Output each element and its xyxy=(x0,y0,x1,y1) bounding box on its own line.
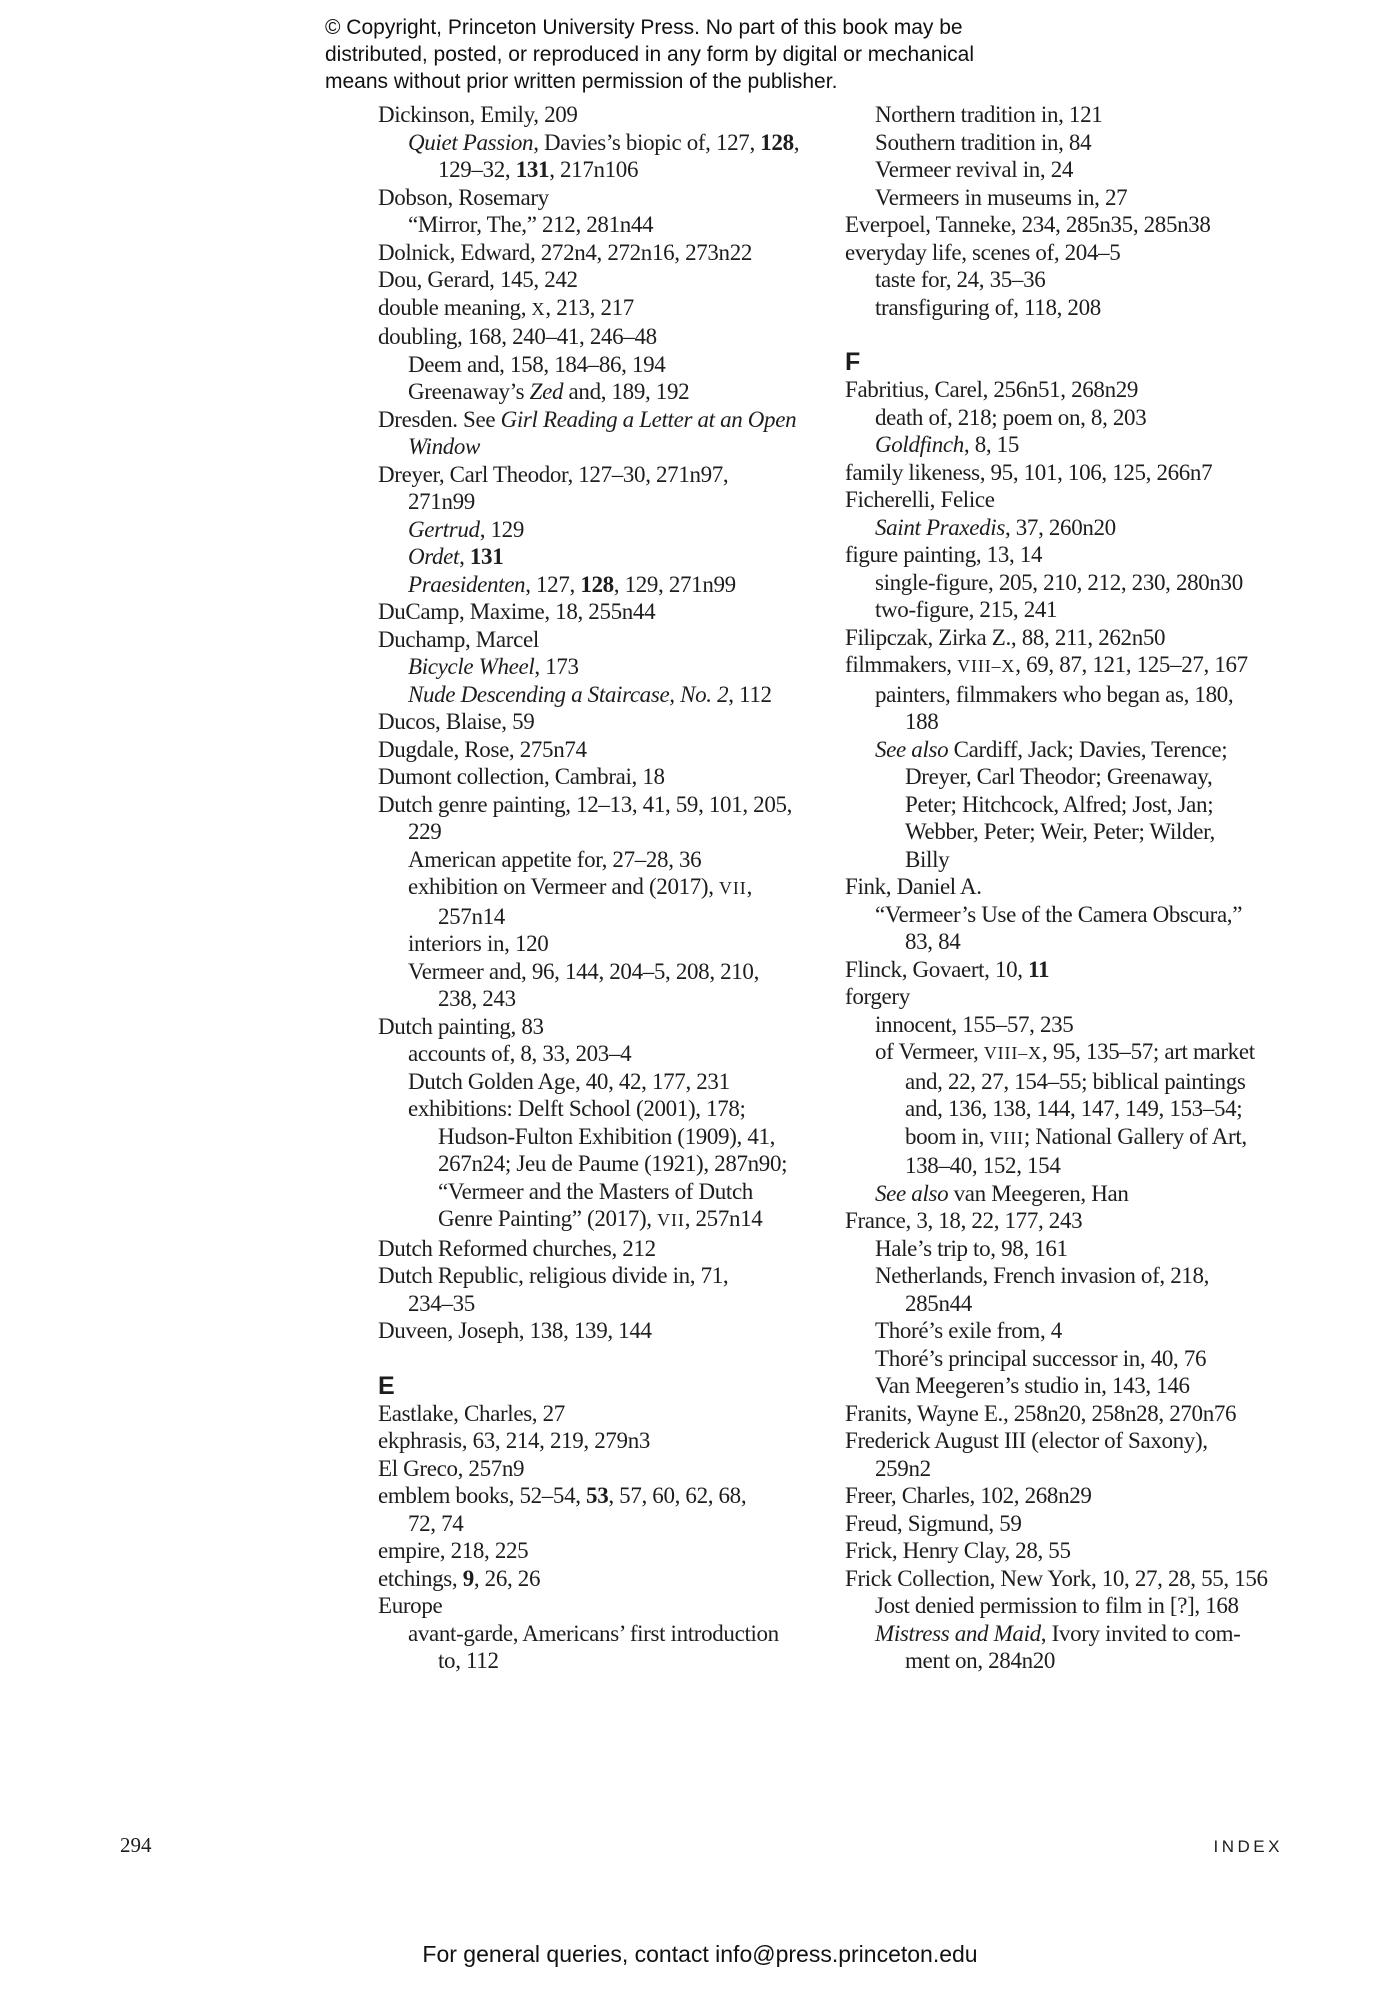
index-line xyxy=(378,1013,798,1041)
text-segment: , 69, 87, 121, 125–27, 167 xyxy=(1015,652,1248,677)
index-line xyxy=(845,431,1265,459)
text-segment: everyday life, scenes of, 204–5 xyxy=(845,239,1121,265)
index-line xyxy=(845,901,1265,929)
text-segment: , Davies’s biopic of, 127, xyxy=(533,129,761,155)
text-segment: Fink, Daniel A. xyxy=(845,874,982,899)
text-segment: 229 xyxy=(408,819,442,844)
index-line xyxy=(845,1400,1265,1428)
index-line xyxy=(378,1178,798,1206)
index-line xyxy=(378,1040,798,1068)
index-line xyxy=(845,156,1265,184)
index-line xyxy=(845,708,1265,736)
index-line xyxy=(845,266,1265,294)
index-line xyxy=(378,406,798,434)
text-segment: , xyxy=(746,874,753,899)
text-segment: , 257n14 xyxy=(684,1206,763,1231)
text-segment: France, 3, 18, 22, 177, 243 xyxy=(845,1208,1083,1233)
index-columns xyxy=(378,101,1268,1675)
text-segment: Dou, Gerard, 145, 242 xyxy=(378,267,578,292)
index-line xyxy=(845,818,1265,846)
text-segment: , Ivory invited to com- xyxy=(1040,1620,1241,1646)
text-segment: Cardiff, Jack; Davies, Terence; xyxy=(948,736,1228,762)
index-line xyxy=(845,541,1265,569)
text-segment: See also xyxy=(875,736,949,762)
index-line xyxy=(378,488,798,516)
index-line xyxy=(378,1123,798,1151)
index-line xyxy=(845,846,1265,874)
text-segment: Netherlands, French invasion of, 218, xyxy=(875,1263,1210,1288)
index-line xyxy=(845,763,1265,791)
text-segment: Nude Descending a Staircase, No. 2 xyxy=(408,681,729,707)
text-segment: Dreyer, Carl Theodor, 127–30, 271n97, xyxy=(378,461,729,487)
text-segment: Duchamp, Marcel xyxy=(378,626,539,652)
text-segment: Hale’s trip to, 98, 161 xyxy=(875,1235,1068,1261)
index-line xyxy=(378,1317,798,1345)
text-segment: Dumont collection, Cambrai, 18 xyxy=(378,764,665,789)
text-segment: exhibition on Vermeer and (2017), xyxy=(408,874,720,899)
text-segment: ekphrasis, 63, 214, 219, 279n3 xyxy=(378,1428,651,1453)
index-line xyxy=(378,598,798,626)
index-column-right xyxy=(845,101,1268,1675)
text-segment: Deem and, 158, 184–86, 194 xyxy=(408,351,666,377)
index-line xyxy=(845,1262,1265,1290)
text-segment: innocent, 155–57, 235 xyxy=(875,1011,1074,1037)
text-segment: interiors in, 120 xyxy=(408,931,549,956)
index-line xyxy=(378,873,798,903)
text-segment: American appetite for, 27–28, 36 xyxy=(408,846,702,872)
copyright-line: © Copyright, Princeton University Press. No part of this book may be xyxy=(325,16,963,39)
index-line xyxy=(845,791,1265,819)
text-segment: , 112 xyxy=(728,681,772,707)
index-line xyxy=(378,516,798,544)
text-segment: Genre Painting” (2017), xyxy=(438,1206,658,1231)
text-segment: two-figure, 215, 241 xyxy=(875,597,1058,622)
text-segment: ment on, 284n20 xyxy=(905,1648,1056,1673)
index-line xyxy=(378,351,798,379)
index-line xyxy=(845,596,1265,624)
index-line xyxy=(378,156,798,184)
text-segment: Dugdale, Rose, 275n74 xyxy=(378,736,587,762)
text-segment: 128 xyxy=(760,129,794,155)
text-segment: taste for, 24, 35–36 xyxy=(875,267,1046,292)
text-segment: 83, 84 xyxy=(905,929,961,954)
text-segment: Franits, Wayne E., 258n20, 258n28, 270n76 xyxy=(845,1400,1237,1426)
text-segment: Freer, Charles, 102, 268n29 xyxy=(845,1483,1092,1508)
index-line xyxy=(845,1290,1265,1318)
text-segment: Frederick August III (elector of Saxony), xyxy=(845,1428,1208,1453)
index-line xyxy=(845,1345,1265,1373)
text-segment: Webber, Peter; Weir, Peter; Wilder, xyxy=(905,819,1215,844)
index-line xyxy=(845,1482,1265,1510)
text-segment: Thoré’s principal successor in, 40, 76 xyxy=(875,1345,1207,1371)
index-line xyxy=(378,129,798,157)
text-segment: ; National Gallery of Art, xyxy=(1023,1123,1247,1149)
index-line xyxy=(378,846,798,874)
text-segment: , 129, 271n99 xyxy=(613,571,736,597)
text-segment: single-figure, 205, 210, 212, 230, 280n30 xyxy=(875,569,1243,595)
index-line xyxy=(845,239,1265,267)
index-line xyxy=(845,1620,1265,1648)
text-segment: Mistress and Maid xyxy=(875,1620,1041,1646)
index-line xyxy=(378,626,798,654)
index-line xyxy=(378,1510,798,1538)
text-segment: Eastlake, Charles, 27 xyxy=(378,1400,565,1426)
index-line xyxy=(845,651,1265,681)
text-segment: 53 xyxy=(586,1483,609,1508)
text-segment: Greenaway’s xyxy=(408,379,530,404)
text-segment: Northern tradition in, 121 xyxy=(875,102,1103,127)
text-segment: , 8, 15 xyxy=(963,432,1019,457)
text-segment: , 213, 217 xyxy=(545,294,634,320)
index-line xyxy=(378,378,798,406)
text-segment: 267n24; Jeu de Paume (1921), 287n90; xyxy=(438,1151,788,1176)
index-line xyxy=(378,818,798,846)
text-segment: , xyxy=(793,129,800,155)
text-segment: Vermeers in museums in, 27 xyxy=(875,184,1128,210)
text-segment: accounts of, 8, 33, 203–4 xyxy=(408,1041,632,1066)
text-segment: and, 136, 138, 144, 147, 149, 153–54; xyxy=(905,1096,1243,1121)
text-segment: Van Meegeren’s studio in, 143, 146 xyxy=(875,1373,1190,1398)
page-number: 294 xyxy=(120,1833,152,1857)
index-line xyxy=(845,514,1265,542)
text-segment: 128 xyxy=(580,571,614,597)
index-line xyxy=(378,1565,798,1593)
text-segment: Dickinson, Emily, 209 xyxy=(378,102,578,127)
text-segment: “Vermeer’s Use of the Camera Obscura,” xyxy=(875,901,1243,927)
text-segment: 285n44 xyxy=(905,1290,972,1316)
text-segment: empire, 218, 225 xyxy=(378,1538,529,1563)
text-segment: Southern tradition in, 84 xyxy=(875,129,1092,155)
text-segment: , 37, 260n20 xyxy=(1004,514,1116,540)
index-line xyxy=(378,211,798,239)
index-line xyxy=(845,736,1265,764)
text-segment: Everpoel, Tanneke, 234, 285n35, 285n38 xyxy=(845,212,1211,237)
text-segment: , xyxy=(459,544,470,569)
index-line xyxy=(378,1592,798,1620)
index-line xyxy=(378,1455,798,1483)
index-line xyxy=(378,323,798,351)
text-segment: Dutch genre painting, 12–13, 41, 59, 101, 205, xyxy=(378,791,793,817)
index-line xyxy=(378,266,798,294)
index-line xyxy=(378,763,798,791)
index-line xyxy=(378,101,798,129)
text-segment: Bicycle Wheel xyxy=(408,654,535,679)
index-line xyxy=(845,681,1265,709)
text-segment: Saint Praxedis xyxy=(875,514,1005,540)
text-segment: van Meegeren, Han xyxy=(948,1180,1129,1206)
text-segment: 72, 74 xyxy=(408,1510,464,1536)
index-line xyxy=(378,681,798,709)
text-segment: Fabritius, Carel, 256n51, 268n29 xyxy=(845,377,1139,402)
index-line xyxy=(845,1207,1265,1235)
text-segment: X xyxy=(531,298,546,319)
index-line xyxy=(845,1427,1265,1455)
index-line xyxy=(845,956,1265,984)
text-segment: , 127, xyxy=(525,571,581,597)
text-segment: Ducos, Blaise, 59 xyxy=(378,709,535,734)
text-segment: double meaning, xyxy=(378,294,532,320)
index-line xyxy=(378,1068,798,1096)
text-segment: of Vermeer, xyxy=(875,1039,984,1064)
text-segment: family likeness, 95, 101, 106, 125, 266n7 xyxy=(845,459,1213,485)
text-segment: filmmakers, xyxy=(845,652,958,677)
text-segment: Goldfinch xyxy=(875,432,964,457)
text-segment: 129–32, xyxy=(438,157,516,182)
index-line xyxy=(845,1095,1265,1123)
text-segment: VII xyxy=(657,1210,685,1230)
text-segment: , 95, 135–57; art market xyxy=(1042,1039,1255,1064)
text-segment: Frick, Henry Clay, 28, 55 xyxy=(845,1538,1071,1563)
text-segment: Dolnick, Edward, 272n4, 272n16, 273n22 xyxy=(378,239,753,265)
text-segment: Praesidenten xyxy=(408,571,526,597)
index-line xyxy=(845,129,1265,157)
text-segment: VII xyxy=(719,878,747,898)
text-segment: Quiet Passion xyxy=(408,129,534,155)
index-line xyxy=(378,239,798,267)
index-line xyxy=(845,184,1265,212)
text-segment: Dutch painting, 83 xyxy=(378,1013,544,1039)
index-line xyxy=(845,1152,1265,1180)
index-line xyxy=(378,1095,798,1123)
index-line xyxy=(845,569,1265,597)
text-segment: painters, filmmakers who began as, 180, xyxy=(875,681,1234,707)
index-line xyxy=(845,1317,1265,1345)
text-segment: See also xyxy=(875,1180,949,1206)
index-line xyxy=(845,1565,1268,1593)
text-segment: Dutch Reformed churches, 212 xyxy=(378,1235,656,1261)
section-heading: E xyxy=(378,1371,395,1400)
text-segment: Ordet xyxy=(408,544,460,569)
index-line xyxy=(845,1038,1265,1068)
text-segment: Duveen, Joseph, 138, 139, 144 xyxy=(378,1318,652,1343)
text-segment: Window xyxy=(408,434,481,459)
index-line xyxy=(378,791,798,819)
index-line xyxy=(378,543,798,571)
text-segment: VIII–X xyxy=(983,1043,1043,1063)
running-head-index: INDEX xyxy=(1213,1837,1283,1856)
text-segment: Filipczak, Zirka Z., 88, 211, 262n50 xyxy=(845,624,1166,650)
running-footer xyxy=(120,1833,1283,1858)
index-line xyxy=(378,708,798,736)
index-line xyxy=(845,928,1265,956)
index-line xyxy=(378,985,798,1013)
text-segment: Jost denied permission to film in [?], 168 xyxy=(875,1593,1239,1618)
index-line xyxy=(378,184,798,212)
text-segment: Flinck, Govaert, 10, xyxy=(845,956,1029,982)
text-segment: 11 xyxy=(1028,956,1050,982)
text-segment: death of, 218; poem on, 8, 203 xyxy=(875,404,1147,430)
text-segment: transfiguring of, 118, 208 xyxy=(875,294,1101,320)
index-line xyxy=(378,736,798,764)
index-line xyxy=(845,486,1265,514)
text-segment: Thoré’s exile from, 4 xyxy=(875,1318,1062,1343)
text-segment: 138–40, 152, 154 xyxy=(905,1153,1061,1178)
text-segment: 131 xyxy=(515,157,550,182)
index-line xyxy=(845,1180,1265,1208)
index-line xyxy=(845,101,1265,129)
index-line xyxy=(378,1482,798,1510)
text-segment: , 57, 60, 62, 68, xyxy=(608,1483,747,1508)
text-segment: “Mirror, The,” 212, 281n44 xyxy=(408,212,654,237)
index-line xyxy=(378,1235,798,1263)
index-line xyxy=(845,404,1265,432)
index-line xyxy=(378,1400,798,1428)
text-segment: Hudson-Fulton Exhibition (1909), 41, xyxy=(438,1123,776,1149)
index-line xyxy=(378,1205,798,1235)
text-segment: boom in, xyxy=(905,1123,990,1149)
index-line xyxy=(845,294,1265,322)
text-segment: “Vermeer and the Masters of Dutch xyxy=(438,1178,753,1204)
index-line xyxy=(845,1537,1265,1565)
text-segment: El Greco, 257n9 xyxy=(378,1455,525,1481)
text-segment: Billy xyxy=(905,846,950,872)
index-line xyxy=(845,1235,1265,1263)
text-segment: Europe xyxy=(378,1593,443,1618)
text-segment: DuCamp, Maxime, 18, 255n44 xyxy=(378,599,656,624)
index-line xyxy=(845,459,1265,487)
index-line xyxy=(378,461,798,489)
copyright-line: means without prior written permission of the publisher. xyxy=(325,70,838,93)
index-line xyxy=(378,1290,798,1318)
text-segment: figure painting, 13, 14 xyxy=(845,542,1043,567)
index-column-left xyxy=(378,101,798,1675)
text-segment: , 217n106 xyxy=(549,157,639,182)
index-line xyxy=(845,1647,1265,1675)
index-line xyxy=(845,1592,1265,1620)
text-segment: Girl Reading a Letter at an Open xyxy=(500,406,797,432)
copyright-line: distributed, posted, or reproduced in any form by digital or mechanical xyxy=(325,43,975,66)
text-segment: to, 112 xyxy=(438,1648,499,1673)
text-segment: Vermeer and, 96, 144, 204–5, 208, 210, xyxy=(408,958,759,984)
index-line xyxy=(378,1647,798,1675)
index-line xyxy=(845,1123,1265,1153)
index-line xyxy=(845,376,1265,404)
text-segment: 257n14 xyxy=(438,903,505,929)
text-segment: and, 189, 192 xyxy=(563,379,690,404)
index-line xyxy=(378,1150,798,1178)
index-line xyxy=(378,433,798,461)
text-segment: doubling, 168, 240–41, 246–48 xyxy=(378,324,657,349)
text-segment: avant-garde, Americans’ first introduction xyxy=(408,1620,779,1646)
text-segment: Dreyer, Carl Theodor; Greenaway, xyxy=(905,764,1213,789)
index-line xyxy=(845,624,1265,652)
text-segment: 9 xyxy=(462,1565,474,1591)
index-line xyxy=(845,1068,1265,1096)
index-line xyxy=(845,1372,1265,1400)
index-line xyxy=(378,571,798,599)
text-segment: Dutch Republic, religious divide in, 71, xyxy=(378,1263,729,1288)
text-segment: 131 xyxy=(469,544,504,569)
text-segment: and, 22, 27, 154–55; biblical paintings xyxy=(905,1068,1246,1094)
text-segment: VIII xyxy=(989,1127,1024,1148)
index-line xyxy=(378,930,798,958)
index-line xyxy=(378,1620,798,1648)
index-line xyxy=(378,1537,798,1565)
text-segment: emblem books, 52–54, xyxy=(378,1483,587,1508)
index-line xyxy=(378,653,798,681)
text-segment: etchings, xyxy=(378,1565,463,1591)
text-segment: forgery xyxy=(845,984,910,1009)
index-line xyxy=(845,1510,1265,1538)
text-segment: Vermeer revival in, 24 xyxy=(875,157,1074,182)
text-segment: 234–35 xyxy=(408,1290,475,1316)
text-segment: Freud, Sigmund, 59 xyxy=(845,1510,1022,1536)
index-line xyxy=(845,211,1265,239)
index-line xyxy=(845,1011,1265,1039)
text-segment: Dutch Golden Age, 40, 42, 177, 231 xyxy=(408,1068,730,1094)
index-line xyxy=(845,983,1265,1011)
text-segment: 238, 243 xyxy=(438,986,516,1011)
index-line xyxy=(378,958,798,986)
text-segment: , 26, 26 xyxy=(473,1565,541,1591)
text-segment: 271n99 xyxy=(408,489,475,514)
text-segment: Zed xyxy=(529,379,564,404)
text-segment: Frick Collection, New York, 10, 27, 28, 55, 156 xyxy=(845,1565,1268,1591)
section-heading: F xyxy=(845,348,861,376)
text-segment: , 129 xyxy=(479,516,524,542)
text-segment: 188 xyxy=(905,709,939,734)
text-segment: 259n2 xyxy=(875,1455,931,1481)
index-line xyxy=(845,1455,1265,1483)
index-line xyxy=(378,294,798,324)
text-segment: VIII–X xyxy=(957,656,1016,676)
text-segment: Peter; Hitchcock, Alfred; Jost, Jan; xyxy=(905,791,1214,817)
index-line xyxy=(378,1262,798,1290)
copyright-notice xyxy=(325,14,974,95)
text-segment: Dobson, Rosemary xyxy=(378,184,549,210)
index-line xyxy=(378,903,798,931)
text-segment: Gertrud xyxy=(408,516,480,542)
text-segment: , 173 xyxy=(534,654,579,679)
index-line xyxy=(845,873,1265,901)
index-line xyxy=(378,1427,798,1455)
text-segment: Ficherelli, Felice xyxy=(845,487,995,512)
contact-line: For general queries, contact info@press.princeton.edu xyxy=(422,1941,978,1967)
text-segment: exhibitions: Delft School (2001), 178; xyxy=(408,1096,746,1121)
text-segment: Dresden. See xyxy=(378,406,501,432)
